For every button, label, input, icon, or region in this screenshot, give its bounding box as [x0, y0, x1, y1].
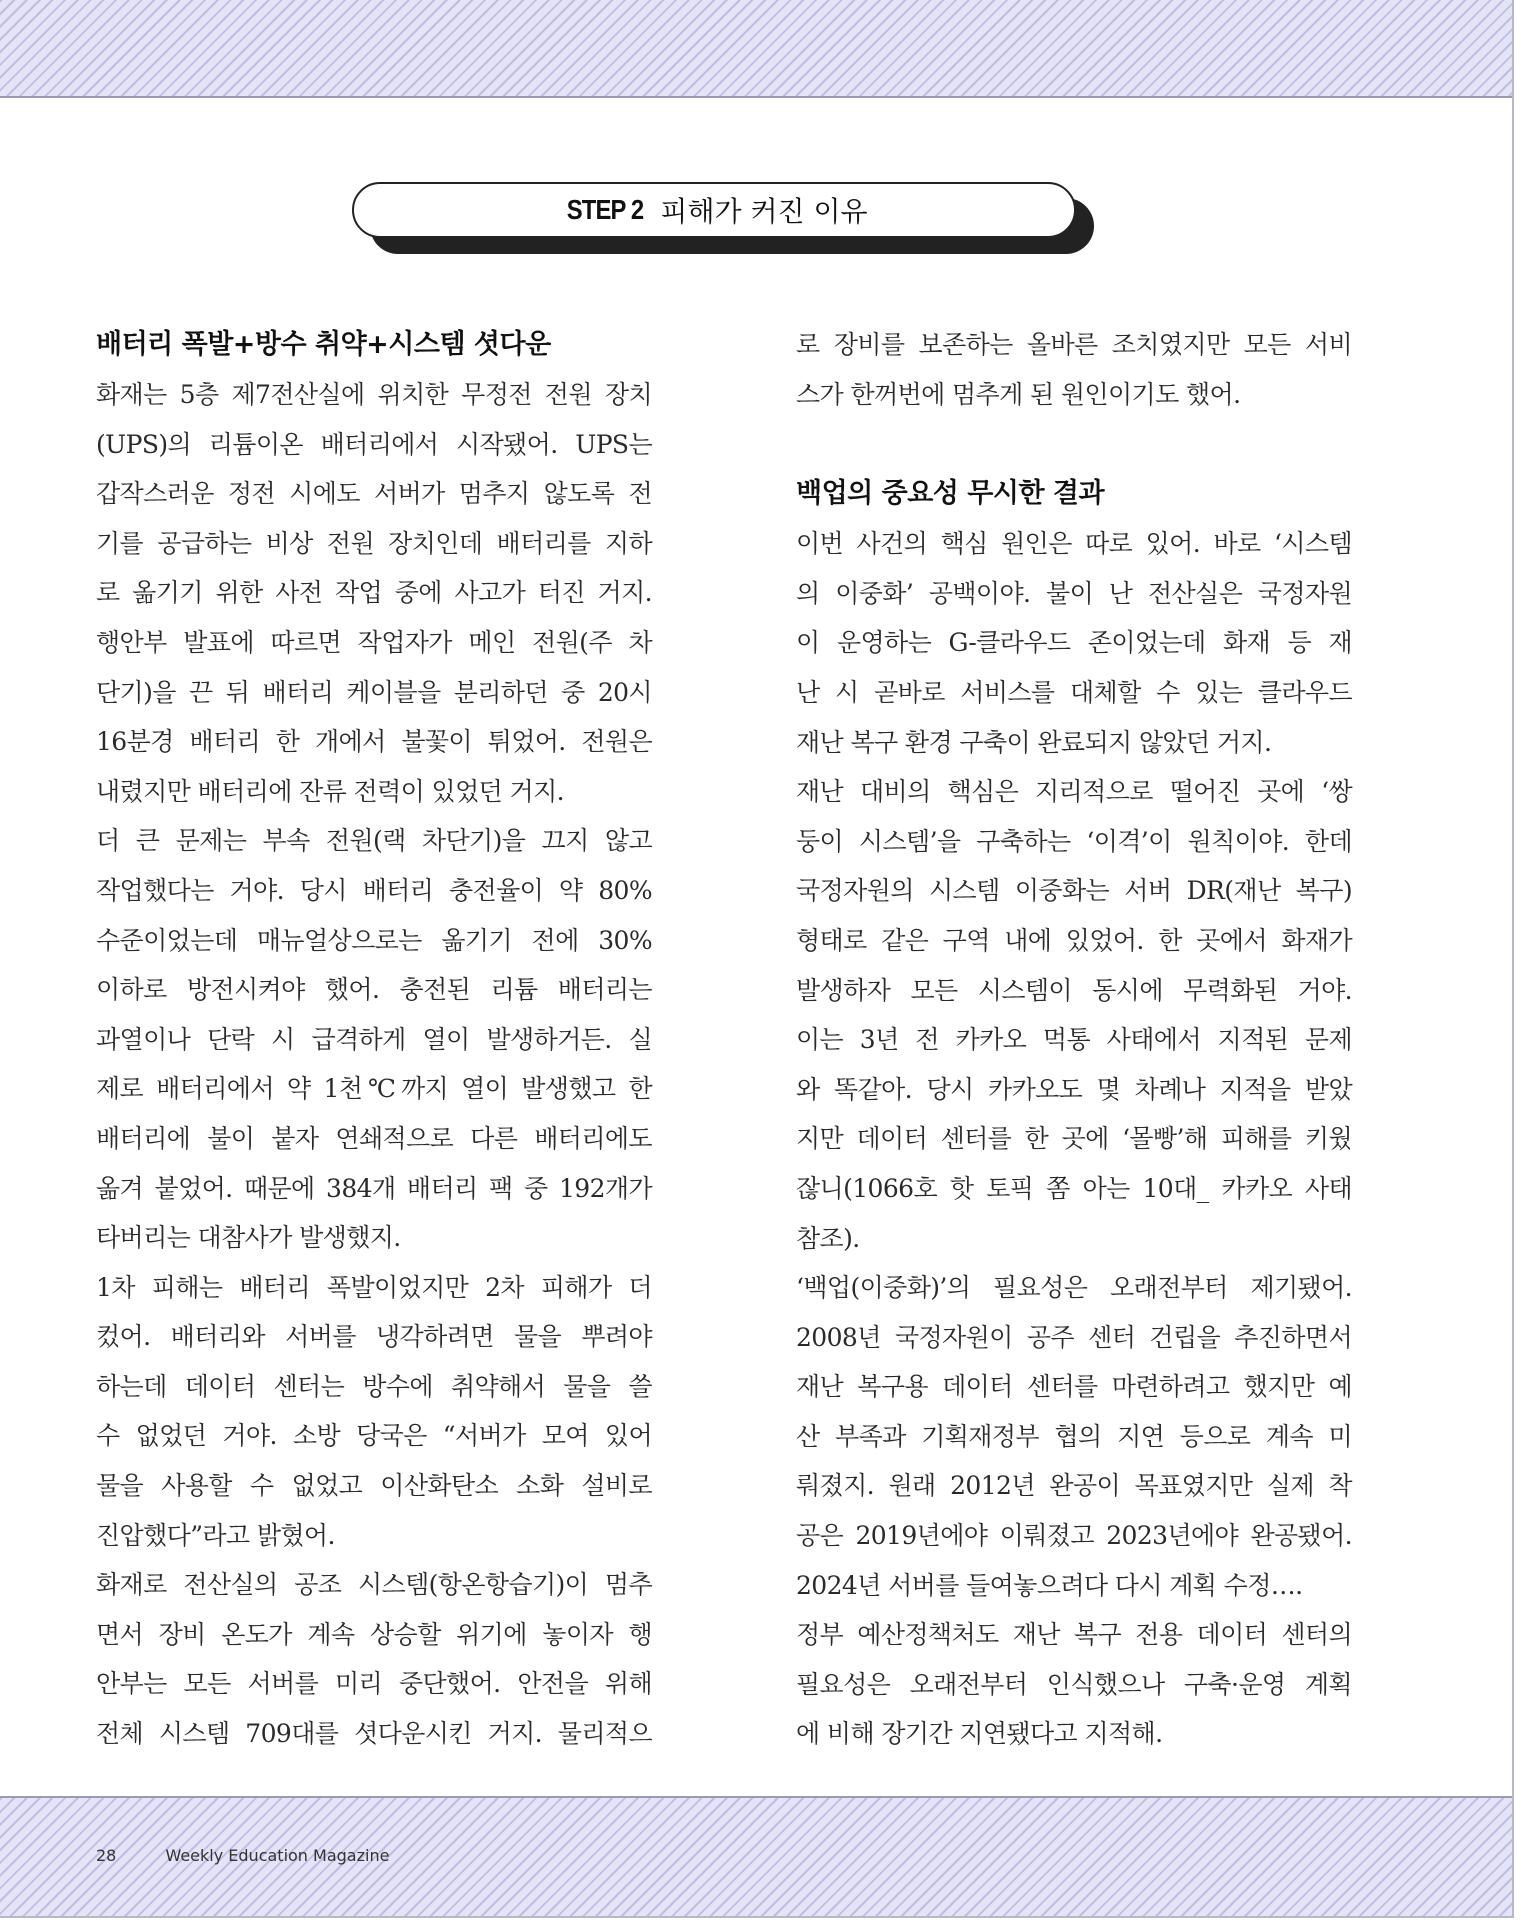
body-text-line: 잖니(1066호 핫 토픽 쫌 아는 10대_ 카카오 사태 [796, 1173, 1352, 1203]
body-text-line: 16분경 배터리 한 개에서 불꽃이 튀었어. 전원은 [96, 727, 652, 757]
body-text-line: 와 똑같아. 당시 카카오도 몇 차례나 지적을 받았 [796, 1074, 1352, 1104]
section-heading-backup: 백업의 중요성 무시한 결과 [796, 478, 1105, 510]
body-text-line: 지만 데이터 센터를 한 곳에 ‘몰빵’해 피해를 키웠 [796, 1124, 1352, 1154]
body-text-line: 재난 복구용 데이터 센터를 마련하려고 했지만 예 [796, 1372, 1352, 1402]
body-text-line: 화재는 5층 제7전산실에 위치한 무정전 전원 장치 [96, 380, 652, 409]
body-text-line: 로 옮기기 위한 사전 작업 중에 사고가 터진 거지. [96, 578, 652, 608]
body-text-line: 이 운영하는 G-클라우드 존이었는데 화재 등 재 [796, 628, 1352, 658]
body-text-line: 2024년 서버를 들여놓으려다 다시 계획 수정…. [796, 1570, 1303, 1600]
body-text-line: 안부는 모든 서버를 미리 중단했어. 안전을 위해 [96, 1669, 652, 1699]
top-decorative-band [0, 0, 1512, 98]
body-text-line: 수 없었던 거야. 소방 당국은 “서버가 모여 있어 [96, 1421, 652, 1451]
body-text-line: 작업했다는 거야. 당시 배터리 충전율이 약 80% [96, 875, 652, 905]
right-column [796, 320, 1352, 1759]
body-text-line: 면서 장비 온도가 계속 상승할 위기에 놓이자 행 [96, 1619, 652, 1649]
body-text-line: 배터리에 불이 붙자 연쇄적으로 다른 배터리에도 [96, 1123, 652, 1153]
body-text-line: 정부 예산정책처도 재난 복구 전용 데이터 센터의 [796, 1620, 1352, 1650]
body-text-line: 컸어. 배터리와 서버를 냉각하려면 물을 뿌려야 [96, 1322, 652, 1352]
section-heading-battery: 배터리 폭발+방수 취약+시스템 셧다운 [96, 329, 551, 360]
body-text-line: 에 비해 장기간 지연됐다고 지적해. [796, 1719, 1163, 1749]
body-text-line: 둥이 시스템’을 구축하는 ‘이격’이 원칙이야. 한데 [796, 826, 1352, 856]
left-column [96, 320, 652, 1759]
body-text-line: 옮겨 붙었어. 때문에 384개 배터리 팩 중 192개가 [96, 1173, 652, 1203]
body-text-line: 내렸지만 배터리에 잔류 전력이 있었던 거지. [96, 776, 564, 806]
body-text-line: 물을 사용할 수 없었고 이산화탄소 소화 설비로 [96, 1471, 652, 1501]
step-label: STEP 2 [567, 194, 644, 225]
step-banner-pill [352, 182, 1076, 238]
publication-name: Weekly Education Magazine [165, 1846, 390, 1865]
page-footer [96, 1846, 389, 1865]
body-text-line: 형태로 같은 구역 내에 있었어. 한 곳에서 화재가 [796, 925, 1352, 955]
body-text-line: 재난 복구 환경 구축이 완료되지 않았던 거지. [796, 727, 1272, 757]
body-text-line: 진압했다”라고 밝혔어. [96, 1520, 335, 1550]
body-text-line: 이는 3년 전 카카오 먹통 사태에서 지적된 문제 [796, 1025, 1352, 1055]
body-text-line: 의 이중화’ 공백이야. 불이 난 전산실은 국정자원 [796, 578, 1352, 608]
body-text-line: 참조). [796, 1223, 860, 1253]
body-text-line: 스가 한꺼번에 멈추게 된 원인이기도 했어. [796, 379, 1241, 409]
body-text-line: ‘백업(이중화)’의 필요성은 오래전부터 제기됐어. [796, 1273, 1352, 1303]
body-text-line: 이번 사건의 핵심 원인은 따로 있어. 바로 ‘시스템 [796, 529, 1352, 559]
body-text-line: 이하로 방전시켜야 했어. 충전된 리튬 배터리는 [96, 975, 652, 1005]
body-text-line: 뤄졌지. 원래 2012년 완공이 목표였지만 실제 착 [796, 1471, 1352, 1501]
body-text-line: 1차 피해는 배터리 폭발이었지만 2차 피해가 더 [96, 1272, 652, 1302]
body-text-line: 공은 2019년에야 이뤄졌고 2023년에야 완공됐어. [796, 1521, 1352, 1551]
body-text-line: 과열이나 단락 시 급격하게 열이 발생하거든. 실 [96, 1024, 652, 1054]
body-text-line: 갑작스러운 정전 시에도 서버가 멈추지 않도록 전 [96, 479, 652, 509]
step-title: 피해가 커진 이유 [660, 195, 868, 228]
body-text-line: 기를 공급하는 비상 전원 장치인데 배터리를 지하 [96, 528, 652, 558]
body-text-line: 수준이었는데 매뉴얼상으로는 옮기기 전에 30% [96, 925, 652, 955]
body-text-line: 필요성은 오래전부터 인식했으나 구축·운영 계획 [796, 1669, 1352, 1699]
body-text-line: (UPS)의 리튬이온 배터리에서 시작됐어. UPS는 [96, 429, 652, 459]
body-text-line: 전체 시스템 709대를 셧다운시킨 거지. 물리적으 [96, 1719, 652, 1749]
body-text-line: 화재로 전산실의 공조 시스템(항온항습기)이 멈추 [96, 1570, 652, 1600]
right-column-intro [796, 320, 1352, 419]
body-text-line: 타버리는 대참사가 발생했지. [96, 1223, 401, 1253]
body-text-line: 제로 배터리에서 약 1천℃까지 열이 발생했고 한 [96, 1074, 652, 1104]
body-text-line: 하는데 데이터 센터는 방수에 취약해서 물을 쓸 [96, 1371, 652, 1401]
body-text-line: 난 시 곧바로 서비스를 대체할 수 있는 클라우드 [796, 677, 1352, 707]
body-text-line: 2008년 국정자원이 공주 센터 건립을 추진하면서 [796, 1322, 1352, 1352]
body-text-line: 재난 대비의 핵심은 지리적으로 떨어진 곳에 ‘쌍 [796, 777, 1352, 807]
left-column-body [96, 370, 652, 1759]
body-text-line: 국정자원의 시스템 이중화는 서버 DR(재난 복구) [796, 876, 1352, 906]
step-banner [352, 182, 1076, 238]
page-number: 28 [96, 1846, 117, 1865]
right-column-body [796, 519, 1352, 1759]
body-text-line: 발생하자 모든 시스템이 동시에 무력화된 거야. [796, 975, 1352, 1005]
body-text-line: 산 부족과 기획재정부 협의 지연 등으로 계속 미 [796, 1421, 1352, 1451]
body-text-line: 행안부 발표에 따르면 작업자가 메인 전원(주 차 [96, 627, 652, 657]
body-text-line: 더 큰 문제는 부속 전원(랙 차단기)을 끄지 않고 [96, 826, 652, 856]
body-text-line: 로 장비를 보존하는 올바른 조치였지만 모든 서비 [796, 330, 1352, 359]
body-text-line: 단기)을 끈 뒤 배터리 케이블을 분리하던 중 20시 [96, 677, 652, 707]
